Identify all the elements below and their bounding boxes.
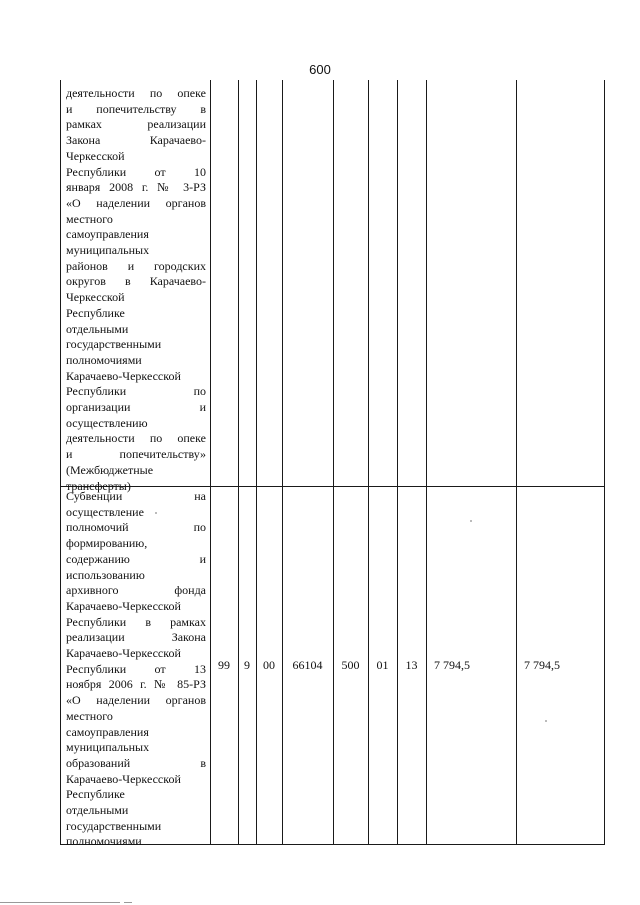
row-1-description <box>66 86 206 494</box>
row-2-line: Карачаево-Черкесской <box>66 598 181 613</box>
row-1-line: полномочиями <box>66 352 142 367</box>
row-1-line: Черкесской <box>66 290 125 305</box>
scan-speck <box>545 720 547 722</box>
row-2-line: ноября 2006 г. № 85-РЗ <box>66 677 206 692</box>
amount-column-1: 7 794,5 <box>434 658 470 672</box>
row-1-line: рамках реализации <box>66 117 206 132</box>
amount-column-2: 7 794,5 <box>524 658 560 672</box>
row-2-line: местного <box>66 708 113 723</box>
scan-speck <box>155 512 157 514</box>
scan-edge-line <box>124 902 132 903</box>
row-2-line: Республики в рамках <box>66 614 206 629</box>
row-1-line: округов в Карачаево- <box>66 274 206 289</box>
row-2-line: муниципальных <box>66 740 150 755</box>
row-2-line: самоуправления <box>66 724 149 739</box>
row-1-line: и попечительству» <box>66 447 206 462</box>
code-direction: 66104 <box>292 658 323 672</box>
row-1-line: Черкесской <box>66 148 125 163</box>
code-program: 9 <box>244 658 250 672</box>
row-2-line: использованию <box>66 567 145 582</box>
row-2-line: Республики от 13 <box>66 661 206 676</box>
row-1-line: и попечительству в <box>66 101 206 116</box>
row-1-line: (Межбюджетные <box>66 462 154 477</box>
row-1-line: января 2008 г. № 3-РЗ <box>66 180 206 195</box>
row-2-line: реализации Закона <box>66 630 206 645</box>
row-2-description <box>66 489 206 850</box>
row-2-line: отдельными <box>66 803 129 818</box>
row-1-line: Республики от 10 <box>66 164 206 179</box>
code-ministry: 99 <box>218 658 230 672</box>
page-number: 600 <box>309 62 331 77</box>
code-subsection: 13 <box>405 658 418 672</box>
row-2-line: содержанию и <box>66 551 206 566</box>
row-2-line: государственными <box>66 818 162 833</box>
row-2-line: осуществление <box>66 504 144 519</box>
row-1-line: организации и <box>66 400 206 415</box>
row-2-line: Субвенции на <box>66 489 206 503</box>
row-1-line: Республики по <box>66 384 206 399</box>
row-1-line: самоуправления <box>66 227 149 242</box>
row-1-line: районов и городских <box>66 258 206 273</box>
row-1-line: трансферты) <box>66 478 131 493</box>
row-1-line: деятельности по опеке <box>66 86 206 100</box>
code-subprogram: 00 <box>263 658 275 672</box>
row-2-line: Карачаево-Черкесской <box>66 646 181 661</box>
row-2-line: полномочий по <box>66 520 206 535</box>
row-1-line: «О наделении органов <box>66 195 206 210</box>
row-1-line: местного <box>66 211 113 226</box>
row-2-line: образований в <box>66 755 206 770</box>
scan-edge-line <box>0 902 120 903</box>
row-1-line: Карачаево-Черкесской <box>66 368 181 383</box>
row-1-line: Закона Карачаево- <box>66 133 206 148</box>
row-1-line: отдельными <box>66 321 129 336</box>
row-1-line: государственными <box>66 337 162 352</box>
row-1-line: муниципальных <box>66 243 150 258</box>
row-2-line: Карачаево-Черкесской <box>66 771 181 786</box>
code-expense-type: 500 <box>341 658 360 672</box>
row-2-line: «О наделении органов <box>66 693 206 708</box>
row-1-line: Республике <box>66 305 125 320</box>
row-2-line: Республике <box>66 787 125 802</box>
scan-speck <box>470 520 472 522</box>
code-section: 01 <box>376 658 389 672</box>
row-1-line: осуществлению <box>66 415 148 430</box>
row-2-line: архивного фонда <box>66 583 206 598</box>
row-2-line: формированию, <box>66 536 148 551</box>
row-1-line: деятельности по опеке <box>66 431 206 446</box>
row-2-line: полномочиями <box>66 834 142 849</box>
